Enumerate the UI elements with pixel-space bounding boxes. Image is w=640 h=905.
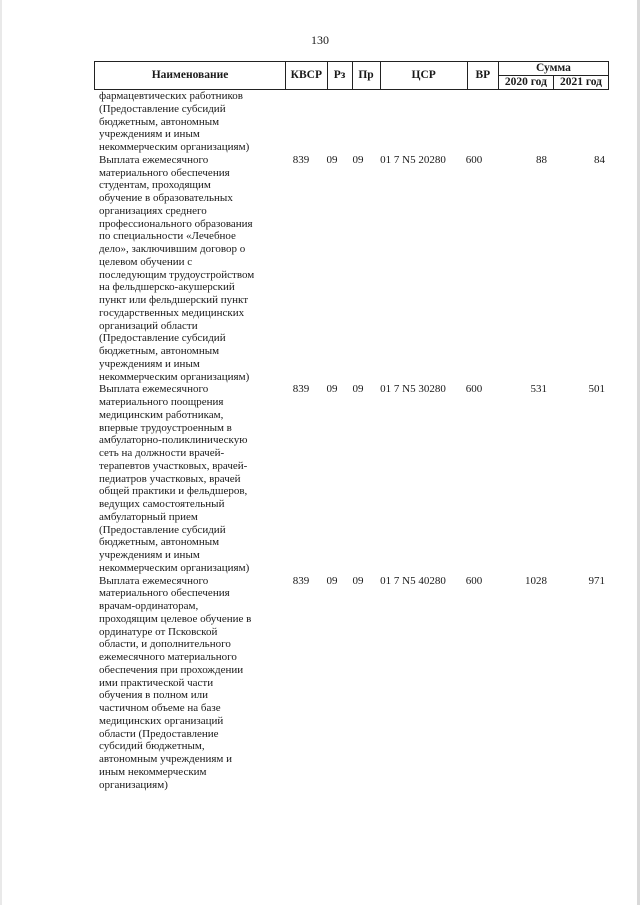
header-vr: ВР [467, 62, 498, 90]
row-kvsr: 839 [292, 153, 310, 166]
row-pr: 09 [352, 574, 364, 587]
row-name: Выплата ежемесячного материального обеспечения врачам-ординаторам, проходящим целевое обучение в ординатуре от Псковской области, и дополнительного ежемесячного материального обеспечения при прохождении ими практической части обучения в полном или частичном объеме на базе медицинских организаций области (Предоставление субсидий бюджетным, автономным учреждениям и иным некоммерческим организациям) [99, 574, 252, 791]
row-rz: 09 [326, 153, 338, 166]
row-sum-2021: 84 [594, 153, 605, 166]
row-kvsr: 839 [292, 574, 310, 587]
row-vr: 600 [465, 574, 483, 587]
row-rz: 09 [326, 574, 338, 587]
table-body [0, 90, 640, 791]
table-header [94, 61, 609, 90]
header-pr: Пр [352, 62, 380, 90]
row-sum-2020: 88 [536, 153, 547, 166]
row-name: фармацевтических работников (Предоставление субсидий бюджетным, автономным учреждениям и иным некоммерческим организациям) [99, 90, 250, 153]
row-pr: 09 [352, 383, 364, 396]
row-csr: 01 7 N5 20280 [380, 153, 446, 166]
header-name: Наименование [95, 62, 286, 90]
table-row [0, 154, 640, 384]
row-kvsr: 839 [292, 383, 310, 396]
row-name: Выплата ежемесячного материального обеспечения студентам, проходящим обучение в образовательных организациях среднего профессионального образования по специальности «Лечебное дело», заключившим договор о целевом обучении с последующим трудоустройством на фельдшерско-акушерский пункт или фельдшерский пункт государственных медицинских организаций области (Предоставление субсидий бюджетным, автономным учреждениям и иным некоммерческим организациям) [99, 153, 255, 383]
row-sum-2021: 971 [588, 574, 605, 587]
header-sum: Сумма [498, 62, 608, 76]
header-year-2021: 2021 год [553, 76, 608, 90]
row-sum-2020: 531 [530, 383, 547, 396]
row-csr: 01 7 N5 40280 [380, 574, 446, 587]
row-pr: 09 [352, 153, 364, 166]
page-number: 130 [311, 33, 329, 47]
row-rz: 09 [326, 383, 338, 396]
row-name: Выплата ежемесячного материального поощрения медицинским работникам, впервые трудоустроенным в амбулаторно-поликлиническую сеть на должности врачей- терапевтов участковых, врачей- педиатров участковых, врачей общей практики и фельдшеров, ведущих самостоятельный амбулаторный прием (Предоставление субсидий бюджетным, автономным учреждениям и иным некоммерческим организациям) [99, 383, 250, 574]
row-vr: 600 [465, 383, 483, 396]
row-csr: 01 7 N5 30280 [380, 383, 446, 396]
row-sum-2021: 501 [588, 383, 605, 396]
table-row [0, 90, 640, 154]
header-csr: ЦСР [380, 62, 467, 90]
header-rz: Рз [327, 62, 352, 90]
table-row [0, 575, 640, 792]
row-sum-2020: 1028 [525, 574, 547, 587]
header-kvsr: КВСР [286, 62, 328, 90]
row-vr: 600 [465, 153, 483, 166]
header-year-2020: 2020 год [498, 76, 553, 90]
table-row [0, 383, 640, 574]
